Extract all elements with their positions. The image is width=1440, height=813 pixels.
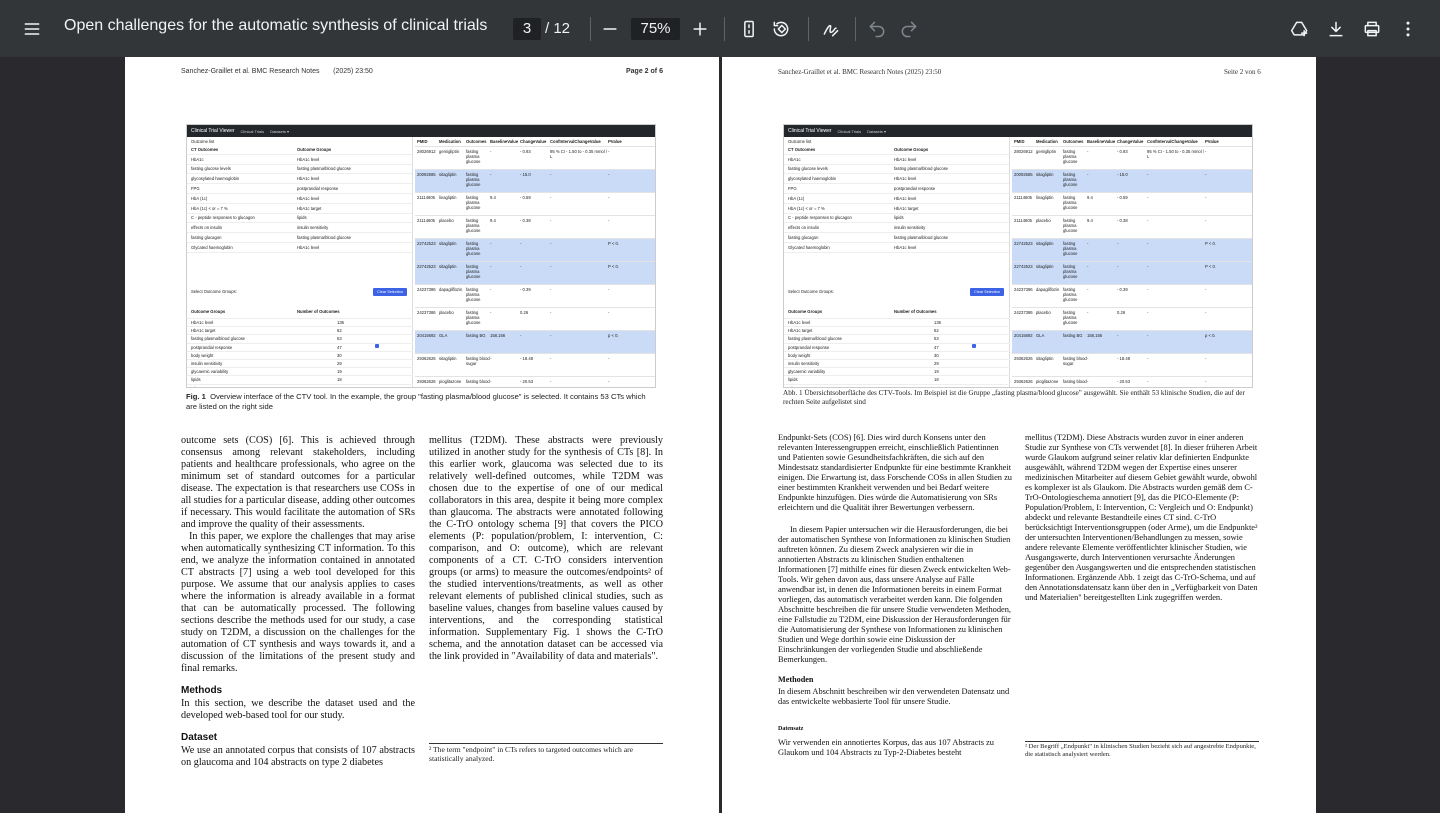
zoom-out-icon[interactable] <box>594 13 626 45</box>
zoom-in-icon[interactable] <box>684 13 716 45</box>
figure-outcome-row: glycosylated haemoglobin HbA1c level <box>784 174 1009 184</box>
figure-outcome-row: fasting glucagon fasting plasma/blood glucose <box>187 233 412 243</box>
figure-table-row: 20092585 sitagliptin fasting plasma glucose - - 15.0 - - <box>1012 170 1252 193</box>
figure-table-row: 24237386 dapagliflozin fasting plasma glucose - - 0.39 - - <box>415 285 655 308</box>
print-icon[interactable] <box>1356 13 1388 45</box>
text-column-1: outcome sets (COS) [6]. This is achieved through consensus among relevant stakeholders, including patients and healthcare professionals, who agree on the minimum set of standard outcomes for a particular disease. The expectation is that researchers use COSs in all studies for a particular disease, adding other outcomes if necessary. This would facilitate the automation of SRs and improve the quality of their assessments. In this paper, we explore the challenges that may arise when automatically synthesizing CT information. To this end, we analyze the information contained in annotated CT abstracts [7] using a web tool developed for this purpose. We assume that our analysis applies to cases where the information is already available in a format that can be automatically processed. The following sections describe the methods used for our study, a case study on T2DM, a discussion on the challenges for the automation of CT synthesis and ways towards it, and a discussion of the limitations of the present study and final remarks. Methods In this section, we describe the dataset used and the developed web-based tool for our study. Dataset We use an annotated corpus that consists of 107 abstracts on glaucoma and 104 abstracts on type 2 diabetes <box>181 435 415 768</box>
pdf-page-left <box>125 57 719 813</box>
figure-table-row: 22742523 sitagliptin fasting plasma glucose - - - P < 0. <box>1012 239 1252 262</box>
figure-outcome-row: HbA1c HbA1c level <box>187 155 412 165</box>
figure-group-row: HbA1c level 136 <box>187 319 413 327</box>
figure-outcome-row: HbA (1c) < or = 7 % HbA1c target <box>187 204 412 214</box>
figure-group-row: glycaemic variability 19 <box>187 368 413 376</box>
page-total: / 12 <box>545 20 571 37</box>
figure-group-row: insulin sensitivity 29 <box>784 360 1010 368</box>
figure-table-row: 20415692 GLA fasting BG 158,156 - - p < 0. <box>1012 331 1252 354</box>
figure-outcome-row: glycosylated haemoglobin HbA1c level <box>187 174 412 184</box>
pdf-toolbar <box>0 0 1440 57</box>
figure-outcome-row: fasting glucose levels fasting plasma/blood glucose <box>784 165 1009 175</box>
figure-outcome-row: Glycated haemoglobin HbA1c level <box>187 243 412 253</box>
figure-group-row: HbA1c target 62 <box>784 327 1010 335</box>
figure-group-row: lipids 18 <box>187 376 413 384</box>
fit-page-icon[interactable] <box>733 13 765 45</box>
figure-group-row: postprandial response 47 <box>784 344 1010 352</box>
text-column-2: mellitus (T2DM). These abstracts were previously utilized in another study for the synthesis of CTs [8]. In this earlier work, glaucoma was selected due to its relatively well-defined outcomes, while T2DM was chosen due to the expertise of one of our medical collaborators in this area, despite it being more complex than glaucoma. The abstracts were annotated following the C-TrO ontology schema [9] that covers the PICO elements (P: population/problem, I: intervention, C: comparison, and O: outcome), which are relevant components of a CT. C-TrO considers intervention groups (or arms) to measure the outcomes/endpoints² of the studied interventions/treatments, as well as other relevant elements of published clinical studies, such as baseline values, changes from baseline values caused by interventions, and the corresponding statistical information. Supplementary Fig. 1 shows the C-TrO schema, and the annotation dataset can be accessed via the link provided in "Availability of data and materials". <box>429 435 663 662</box>
divider <box>855 17 856 41</box>
figure-table-row: 22742523 sitagliptin fasting plasma glucose - - - P < 0. <box>415 239 655 262</box>
figure-table-row: 29362626 sitagliptin fasting blood sugar - - 18.48 - - <box>1012 354 1252 377</box>
drive-add-icon[interactable] <box>1284 13 1316 45</box>
page-indicator: Page 2 of 6 <box>626 68 663 75</box>
figure-table-row: 28026912 gemigliptin fasting plasma glucose - - 0.93 95 % CI - 1.50 to - 0.35 mmol / L - <box>415 147 655 170</box>
figure-table-row: 24237386 placebo fasting plasma glucose - 0.26 - - <box>415 308 655 331</box>
zoom-input[interactable]: 75% <box>631 18 680 40</box>
section-heading-methods: Methods <box>181 685 223 696</box>
section-heading-methods: Methoden <box>778 675 814 684</box>
annotate-pen-icon[interactable] <box>815 13 847 45</box>
figure-screenshot <box>186 124 656 388</box>
figure-group-row <box>187 385 413 389</box>
figure-outcome-row: FPG postprandial response <box>187 184 412 194</box>
figure-outcome-row: effects on insulin insulin sensitivity <box>187 223 412 233</box>
footnote: ² The term "endpoint" in CTs refers to targeted outcomes which are statistically analyzed. <box>429 743 663 763</box>
divider <box>808 17 809 41</box>
figure-caption: Fig. 1 Overview interface of the CTV tool. In the example, the group "fasting plasma/blood glucose" is selected. It contains 53 CTs which are listed on the right side <box>186 392 646 411</box>
figure-outcome-panel: Outcome list CT Outcomes Outcome Groups HbA1c HbA1c level fasting glucose levels fasting plasma/blood glucose glycosylated haemoglobin HbA1c level FPG postprandial response HbA (1c) HbA1c level HbA (1c) < or = 7 % HbA1c target C - peptide responses to glucagon lipids effects on insulin insulin sensitivity fasting glucagon fasting plasma/blood glucose Glycated haemoglobin HbA1c level Select Outcome Groups: Clear Selection Outcome Groups Number of Outcomes HbA1c level 136 HbA1c target 62 fasting plasma/blood glucose 53 postprandial response 47 body weight 30 insulin sensitivity 29 glycaemic variability 19 lipids 18 <box>187 137 413 388</box>
figure-clear-button: Clear Selection <box>373 288 407 296</box>
figure-group-row: HbA1c target 62 <box>187 327 413 335</box>
figure-table-row: 29362626 pioglitazone fasting blood - - 20.53 - - <box>1012 377 1252 388</box>
section-methods: Methoden In diesem Abschnitt beschreiben wir den verwendeten Datensatz und das entwickelte webbasierte Tool für unsere Studie. <box>778 675 1012 707</box>
figure-outcome-row: HbA (1c) < or = 7 % HbA1c target <box>784 204 1009 214</box>
figure-group-row <box>784 385 1010 389</box>
document-title: Open challenges for the automatic synthesis of clinical trials <box>64 17 488 34</box>
section-dataset: Datensatz Wir verwenden ein annotiertes Korpus, das aus 107 Abstracts zu Glaukom und 104 Abstracts zu Typ-2-Diabetes besteht <box>778 724 1012 758</box>
figure-outcome-row: HbA (1c) HbA1c level <box>784 194 1009 204</box>
figure-outcome-row: HbA (1c) HbA1c level <box>187 194 412 204</box>
figure-group-row: body weight 30 <box>187 352 413 360</box>
more-options-icon[interactable] <box>1392 13 1424 45</box>
figure-table-row: 29362626 sitagliptin fasting blood sugar - - 18.48 - - <box>415 354 655 377</box>
figure-table-row: 20092585 sitagliptin fasting plasma glucose - - 15.0 - - <box>415 170 655 193</box>
figure-outcome-row: fasting glucose levels fasting plasma/blood glucose <box>187 165 412 175</box>
pdf-page-right <box>722 57 1316 813</box>
figure-checkbox <box>375 344 379 348</box>
undo-icon[interactable] <box>861 13 893 45</box>
figure-caption: Abb. 1 Übersichtsoberfläche des CTV-Tools. Im Beispiel ist die Gruppe „fasting plasma/blood glucose" ausgewählt. Sie enthält 53 klinische Studien, die auf der rechten Seite aufgelistet sind <box>783 389 1245 406</box>
figure-table-row: 29362626 pioglitazone fasting blood - - 20.53 - - <box>415 377 655 388</box>
figure-table-row: 20415692 GLA fasting BG 158,156 - - p < 0. <box>415 331 655 354</box>
figure-table-row: 28026912 gemigliptin fasting plasma glucose - - 0.93 95 % CI - 1.50 to - 0.35 mmol / L - <box>1012 147 1252 170</box>
footnote: ² Der Begriff „Endpunkt" in klinischen Studien bezieht sich auf angestrebte Endpunkte, die statistisch analysiert werden. <box>1025 741 1259 759</box>
figure-group-row: fasting plasma/blood glucose 53 <box>784 335 1010 343</box>
figure-group-row: fasting plasma/blood glucose 53 <box>187 335 413 343</box>
figure-outcome-row: C - peptide responses to glucagon lipids <box>784 214 1009 224</box>
figure-table-row: 22742523 sitagliptin fasting plasma glucose - - - P < 0. <box>1012 262 1252 285</box>
figure-group-row: glycaemic variability 19 <box>784 368 1010 376</box>
divider <box>724 17 725 41</box>
running-header: Sanchez-Graillet et al. BMC Research Notes (2025) 23:50 <box>778 68 942 76</box>
figure-group-row: postprandial response 47 <box>187 344 413 352</box>
menu-icon[interactable] <box>16 13 48 45</box>
figure-ct-table: PMID Medication Outcomes BaselineValue ChangeValue ConfIntervalChangeValue PValue 28026912 gemigliptin fasting plasma glucose - - 0.93 95 % CI - 1.50 to - 0.35 mmol / L - 20092585 sitagliptin fasting plasma glucose - - 15.0 - - 21114605 linagliptin fasting plasma glucose 9.4 - 0.59 - - 21114605 placebo fasting plasma glucose 9.4 - 0.38 - - 22742523 sitagliptin fasting plasma glucose - - - P < 0. 22742523 sitagliptin fasting plasma glucose - - - P < 0. 24237386 dapagliflozin fasting plasma glucose - - 0.39 - - 24237386 placebo fasting plasma glucose - 0.26 - - 20415692 GLA fasting BG 158,156 - - p < 0. 29362626 sitagliptin fasting blood sugar - - 18.48 - - 29362626 pioglitazone fasting blood - - 20.53 - - <box>415 137 655 388</box>
redo-icon[interactable] <box>893 13 925 45</box>
figure-table-row: 21114605 linagliptin fasting plasma glucose 9.4 - 0.59 - - <box>1012 193 1252 216</box>
running-header: Sanchez-Graillet et al. BMC Research Notes (2025) 23:50 <box>181 68 373 75</box>
figure-table-row: 21114605 placebo fasting plasma glucose 9.4 - 0.38 - - <box>1012 216 1252 239</box>
figure-table-row: 21114605 placebo fasting plasma glucose 9.4 - 0.38 - - <box>415 216 655 239</box>
figure-table-row: 22742523 sitagliptin fasting plasma glucose - - - P < 0. <box>415 262 655 285</box>
figure-group-row: lipids 18 <box>784 376 1010 384</box>
figure-table-row: 24237386 dapagliflozin fasting plasma glucose - - 0.39 - - <box>1012 285 1252 308</box>
figure-outcome-row: FPG postprandial response <box>784 184 1009 194</box>
rotate-icon[interactable] <box>765 13 797 45</box>
text-column-1: Endpunkt-Sets (COS) [6]. Dies wird durch Konsens unter den relevanten Interessengruppen erreicht, einschließlich Patientinnen und Patienten sowie Gesundheitsfachkräften, die sich auf den Mindestsatz standardisierter Endpunkte für eine bestimmte Krankheit einigen. Die Erwartung ist, dass Forschende COSs in allen Studien zu einer bestimmten Krankheit verwenden und bei Bedarf weitere Endpunkte hinzufügen. Dies würde die Automatisierung von SRs erleichtern und die Qualität ihrer Bewertungen verbessern. In diesem Papier untersuchen wir die Herausforderungen, die bei der automatischen Synthese von Informationen zu klinischen Studien auftreten können. Zu diesem Zweck analysieren wir die in annotierten Abstracts zu klinischen Studien enthaltenen Informationen [7] mithilfe eines für diesen Zweck entwickelten Web-Tools. Wir gehen davon aus, dass unsere Analyse auf Fälle anwendbar ist, in denen die Informationen bereits in einem Format vorliegen, das automatisch verarbeitet werden kann. Die folgenden Abschnitte beschreiben die für unsere Studie verwendeten Methoden, eine Fallstudie zu T2DM, eine Diskussion der Herausforderungen für die Automatisierung der Synthese von Informationen zu klinischen Studien und Wege dorthin sowie eine Diskussion der Einschränkungen der vorliegenden Studie und abschließende Bemerkungen. <box>778 433 1012 664</box>
figure-outcome-row: fasting glucagon fasting plasma/blood glucose <box>784 233 1009 243</box>
section-heading-dataset: Datensatz <box>778 726 804 732</box>
page-indicator: Seite 2 von 6 <box>1224 68 1261 76</box>
figure-outcome-row: C - peptide responses to glucagon lipids <box>187 214 412 224</box>
figure-outcome-row: effects on insulin insulin sensitivity <box>784 223 1009 233</box>
figure-group-row: HbA1c level 136 <box>784 319 1010 327</box>
download-icon[interactable] <box>1320 13 1352 45</box>
figure-screenshot-translated: Clinical Trial Viewer Clinical Trials Datasets ▾ Outcome list CT Outcomes Outcome Groups HbA1c HbA1c level fasting glucose levels fasting plasma/blood glucose glycosylated haemoglobin HbA1c level FPG postprandial response HbA (1c) HbA1c level HbA (1c) < or = 7 % HbA1c target C - peptide responses to glucagon lipids effects on insulin insulin sensitivity fasting glucagon fasting plasma/blood glucose Glycated haemoglobin HbA1c level Select Outcome Groups: Clear Selection Outcome Groups Number of Outcomes HbA1c level 136 HbA1c target 62 fasting plasma/blood glucose 53 postprandial response 47 body weight 30 insulin sensitivity 29 glycaemic variability 19 lipids 18 PMID Medication Outcomes BaselineValue ChangeValue ConfIntervalChangeValue PValue 28026912 gemigliptin fasting plasma glucose - - 0.93 95 % CI - 1.50 to - 0.35 mmol / L - 20092585 sitagliptin fasting plasma glucose - - 15.0 - - 21114605 linagliptin fasting plasma glucose 9.4 - 0.59 - - 21114605 placebo fasting plasma glucose 9.4 - 0.38 - - 22742523 sitagliptin fasting plasma glucose - - - P < 0. 22742523 sitagliptin fasting plasma glucose - - - P < 0. 24237386 dapagliflozin fasting plasma glucose - - 0.39 - - 24237386 placebo fasting plasma glucose - 0.26 - - 20415692 GLA fasting BG 158,156 - - p < 0. 29362626 sitagliptin fasting blood sugar - - 18.48 - - 29362626 pioglitazone fasting blood - - 20.53 - - <box>783 124 1253 388</box>
text-column-2: mellitus (T2DM). Diese Abstracts wurden zuvor in einer anderen Studie zur Synthese von CTs verwendet [8]. In dieser früheren Arbeit wurde Glaukom aufgrund seiner relativ klar definierten Endpunkte ausgewählt, während T2DM wegen der Expertise eines unserer medizinischen Mitarbeiter auf diesem Gebiet gewählt wurde, obwohl es komplexer ist als Glaukom. Die Abstracts wurden gemäß dem C-TrO-Ontologieschema annotiert [9], das die PICO-Elemente (P: Population/Problem, I: Intervention, C: Vergleich und O: Endpunkt) abdeckt und relevante Bestandteile eines CT sind. C-TrO berücksichtigt Interventionsgruppen (oder Arme), um die Endpunkte² der untersuchten Interventionen/Behandlungen zu messen, sowie andere relevante Elemente veröffentlichter klinischer Studien, wie Ausgangswerte, durch Interventionen verursachte Änderungen gegenüber den Ausgangswerten und die entsprechenden statistischen Informationen. Ergänzende Abb. 1 zeigt das C-TrO-Schema, und auf den Annotationsdatensatz kann über den in „Verfügbarkeit von Daten und Materialien" bereitgestellten Link zugegriffen werden. <box>1025 433 1258 602</box>
figure-group-row: body weight 30 <box>784 352 1010 360</box>
figure-outcome-row: Glycated haemoglobin HbA1c level <box>784 243 1009 253</box>
figure-outcome-row: HbA1c HbA1c level <box>784 155 1009 165</box>
figure-app-bar: Clinical Trial Viewer Clinical Trials Datasets ▾ <box>187 125 655 137</box>
page-number-input[interactable]: 3 <box>513 18 541 40</box>
divider <box>590 17 591 41</box>
section-heading-dataset: Dataset <box>181 732 218 743</box>
figure-group-row: insulin sensitivity 29 <box>187 360 413 368</box>
figure-table-row: 21114605 linagliptin fasting plasma glucose 9.4 - 0.59 - - <box>415 193 655 216</box>
figure-table-row: 24237386 placebo fasting plasma glucose - 0.26 - - <box>1012 308 1252 331</box>
